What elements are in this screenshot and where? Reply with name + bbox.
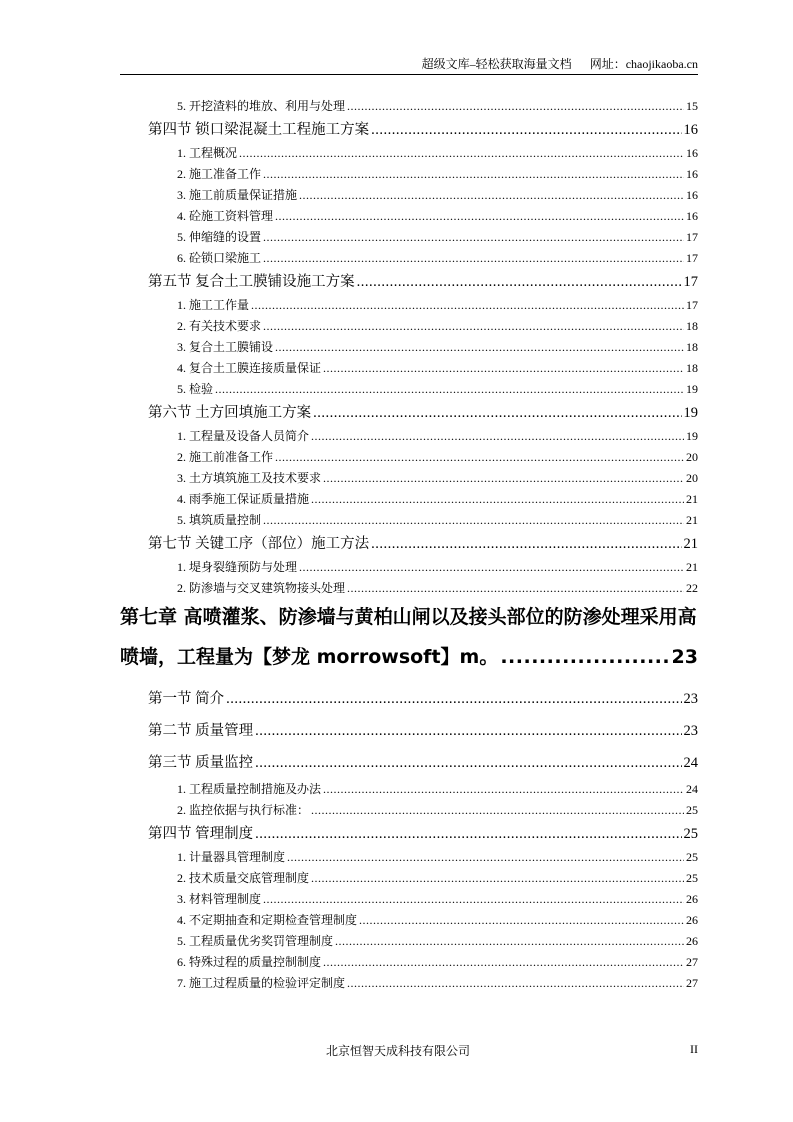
toc-entry-page: 26 <box>686 913 698 927</box>
toc-entry-title: 2. 防渗墙与交叉建筑物接头处理 <box>177 581 346 595</box>
dot-leader <box>371 531 681 557</box>
toc-entry-title: 4. 砼施工资料管理 <box>177 209 274 223</box>
footer-page-number: II <box>690 1042 698 1056</box>
toc-entry[interactable] <box>120 96 698 117</box>
toc-entry-page: 17 <box>683 274 698 290</box>
dot-leader <box>323 779 684 800</box>
toc-entry-title: 4. 复合土工膜连接质量保证 <box>177 361 322 375</box>
dot-leader <box>335 931 684 952</box>
toc-entry-page: 23 <box>683 723 698 739</box>
toc-entry[interactable] <box>120 248 698 269</box>
toc-entry-title: 1. 计量器具管理制度 <box>177 850 286 864</box>
toc-entry-title: 3. 材料管理制度 <box>177 892 262 906</box>
toc-entry[interactable] <box>120 910 698 931</box>
toc-entry[interactable] <box>120 510 698 531</box>
toc-entry-page: 25 <box>686 850 698 864</box>
toc-entry[interactable] <box>120 426 698 447</box>
dot-leader <box>311 800 684 821</box>
toc-entry-title: 2. 施工准备工作 <box>177 167 262 181</box>
toc-entry-title: 1. 堤身裂缝预防与处理 <box>177 560 298 574</box>
toc-entry[interactable] <box>120 164 698 185</box>
dot-leader <box>263 227 684 248</box>
toc-entry-title: 第七章 高喷灌浆、防渗墙与黄柏山闸以及接头部位的防渗处理采用高 <box>120 606 697 628</box>
dot-leader <box>347 578 684 599</box>
toc-entry-title: 5. 伸缩缝的设置 <box>177 230 262 244</box>
toc-entry-title: 第四节 管理制度 <box>148 826 254 842</box>
toc-entry-page: 24 <box>686 782 698 796</box>
dot-leader <box>263 510 684 531</box>
toc-entry-page: 17 <box>686 251 698 265</box>
dot-leader <box>323 952 684 973</box>
toc-entry-page: 24 <box>683 755 698 771</box>
dot-leader <box>299 557 684 578</box>
toc-entry-title: 第四节 锁口梁混凝土工程施工方案 <box>148 122 370 138</box>
toc-entry-page: 27 <box>686 976 698 990</box>
toc-entry-title: 2. 技术质量交底管理制度 <box>177 871 310 885</box>
toc-entry[interactable] <box>120 779 698 800</box>
toc-entry-page: 16 <box>686 167 698 181</box>
toc-entry-title: 5. 开挖渣料的堆放、利用与处理 <box>177 99 346 113</box>
dot-leader <box>500 643 669 671</box>
toc-entry[interactable] <box>120 683 698 715</box>
toc-entry-page: 26 <box>686 892 698 906</box>
toc-entry-title: 4. 不定期抽查和定期检查管理制度 <box>177 913 358 927</box>
toc-entry[interactable] <box>120 379 698 400</box>
dot-leader <box>323 468 684 489</box>
toc-entry[interactable] <box>120 531 698 557</box>
toc-entry-page: 27 <box>686 955 698 969</box>
toc-entry-page: 18 <box>686 319 698 333</box>
toc-entry-page: 21 <box>683 536 698 552</box>
dot-leader <box>275 337 684 358</box>
toc-entry[interactable] <box>120 316 698 337</box>
toc-entry-page: 23 <box>683 691 698 707</box>
toc-entry-page: 23 <box>671 646 698 668</box>
toc-entry-page: 18 <box>686 361 698 375</box>
toc-entry-title: 1. 工程概况 <box>177 146 238 160</box>
toc-entry[interactable] <box>120 557 698 578</box>
dot-leader <box>359 910 684 931</box>
toc-entry-page: 16 <box>686 188 698 202</box>
table-of-contents <box>120 96 698 994</box>
toc-entry-title: 3. 复合土工膜铺设 <box>177 340 274 354</box>
toc-entry-title: 1. 工程量及设备人员简介 <box>177 429 310 443</box>
toc-entry[interactable] <box>120 800 698 821</box>
toc-entry-title: 7. 施工过程质量的检验评定制度 <box>177 976 346 990</box>
toc-entry-page: 20 <box>686 471 698 485</box>
header-url: 网址：chaojikaoba.cn <box>589 57 698 71</box>
toc-entry-page: 21 <box>686 492 698 506</box>
toc-entry-page: 15 <box>686 99 698 113</box>
dot-leader <box>311 868 684 889</box>
toc-entry[interactable] <box>120 952 698 973</box>
toc-entry[interactable] <box>120 643 698 683</box>
dot-leader <box>255 747 681 779</box>
toc-entry[interactable] <box>120 868 698 889</box>
toc-entry[interactable] <box>120 117 698 143</box>
dot-leader <box>275 206 684 227</box>
toc-entry[interactable] <box>120 269 698 295</box>
toc-entry-title: 3. 土方填筑施工及技术要求 <box>177 471 322 485</box>
toc-entry[interactable] <box>120 489 698 510</box>
toc-entry-title: 6. 特殊过程的质量控制制度 <box>177 955 322 969</box>
dot-leader <box>255 821 681 847</box>
toc-entry-title: 第三节 质量监控 <box>148 755 254 771</box>
toc-entry[interactable] <box>120 206 698 227</box>
dot-leader <box>263 889 684 910</box>
toc-entry-page: 25 <box>686 803 698 817</box>
toc-entry-title: 5. 检验 <box>177 382 214 396</box>
toc-entry-page: 18 <box>686 340 698 354</box>
dot-leader <box>323 358 684 379</box>
toc-entry-title: 3. 施工前质量保证措施 <box>177 188 298 202</box>
toc-entry-title: 第一节 简介 <box>148 691 225 707</box>
toc-entry-title: 喷墙，工程量为【梦龙 morrowsoft】m。 <box>120 646 499 668</box>
footer-company: 北京恒智天成科技有限公司 <box>326 1044 471 1058</box>
dot-leader <box>311 426 684 447</box>
toc-entry[interactable] <box>120 931 698 952</box>
toc-entry-page: 16 <box>686 146 698 160</box>
toc-entry-page: 19 <box>683 405 698 421</box>
toc-entry[interactable] <box>120 143 698 164</box>
dot-leader <box>357 269 682 295</box>
page-header <box>120 56 698 75</box>
toc-entry[interactable] <box>120 185 698 206</box>
header-site-name: 超级文库–轻松获取海量文档 <box>421 57 572 71</box>
dot-leader <box>239 143 684 164</box>
toc-entry-title: 5. 工程质量优劣奖罚管理制度 <box>177 934 334 948</box>
dot-leader <box>263 164 684 185</box>
toc-entry-title: 第五节 复合土工膜铺设施工方案 <box>148 274 355 290</box>
toc-entry-title: 第六节 土方回填施工方案 <box>148 405 312 421</box>
toc-entry[interactable] <box>120 468 698 489</box>
dot-leader <box>263 248 684 269</box>
toc-entry[interactable] <box>120 599 698 643</box>
toc-entry-page: 21 <box>686 513 698 527</box>
toc-entry-page: 19 <box>686 429 698 443</box>
toc-entry-title: 4. 雨季施工保证质量措施 <box>177 492 310 506</box>
dot-leader <box>347 973 684 994</box>
toc-entry-title: 1. 工程质量控制措施及办法 <box>177 782 322 796</box>
toc-entry[interactable] <box>120 889 698 910</box>
toc-entry[interactable] <box>120 447 698 468</box>
toc-entry-page: 16 <box>683 122 698 138</box>
toc-entry[interactable] <box>120 227 698 248</box>
toc-entry-title: 2. 监控依据与执行标准： <box>177 803 310 817</box>
toc-entry[interactable] <box>120 578 698 599</box>
toc-entry-page: 25 <box>683 826 698 842</box>
toc-entry-title: 2. 施工前准备工作 <box>177 450 274 464</box>
toc-entry[interactable] <box>120 973 698 994</box>
toc-entry-page: 25 <box>686 871 698 885</box>
toc-entry-title: 第二节 质量管理 <box>148 723 254 739</box>
toc-entry-title: 第七节 关键工序（部位）施工方法 <box>148 536 370 552</box>
toc-entry-page: 26 <box>686 934 698 948</box>
toc-entry[interactable] <box>120 358 698 379</box>
toc-entry[interactable] <box>120 821 698 847</box>
toc-entry-title: 1. 施工工作量 <box>177 298 250 312</box>
toc-entry[interactable] <box>120 747 698 779</box>
toc-entry-title: 5. 填筑质量控制 <box>177 513 262 527</box>
dot-leader <box>251 295 684 316</box>
dot-leader <box>299 185 684 206</box>
toc-entry-title: 6. 砼锁口梁施工 <box>177 251 262 265</box>
toc-entry[interactable] <box>120 715 698 747</box>
toc-entry-page: 17 <box>686 230 698 244</box>
dot-leader <box>347 96 684 117</box>
toc-entry-page: 19 <box>686 382 698 396</box>
toc-entry[interactable] <box>120 337 698 358</box>
toc-entry-page: 16 <box>686 209 698 223</box>
toc-entry[interactable] <box>120 847 698 868</box>
dot-leader <box>226 683 681 715</box>
dot-leader <box>215 379 684 400</box>
toc-entry-page: 22 <box>686 581 698 595</box>
toc-entry[interactable] <box>120 295 698 316</box>
dot-leader <box>275 447 684 468</box>
dot-leader <box>287 847 684 868</box>
toc-entry-page: 17 <box>686 298 698 312</box>
toc-entry[interactable] <box>120 400 698 426</box>
dot-leader <box>263 316 684 337</box>
dot-leader <box>311 489 684 510</box>
dot-leader <box>313 400 681 426</box>
toc-entry-title: 2. 有关技术要求 <box>177 319 262 333</box>
toc-entry-page: 21 <box>686 560 698 574</box>
toc-entry-page: 20 <box>686 450 698 464</box>
dot-leader <box>255 715 681 747</box>
dot-leader <box>371 117 681 143</box>
